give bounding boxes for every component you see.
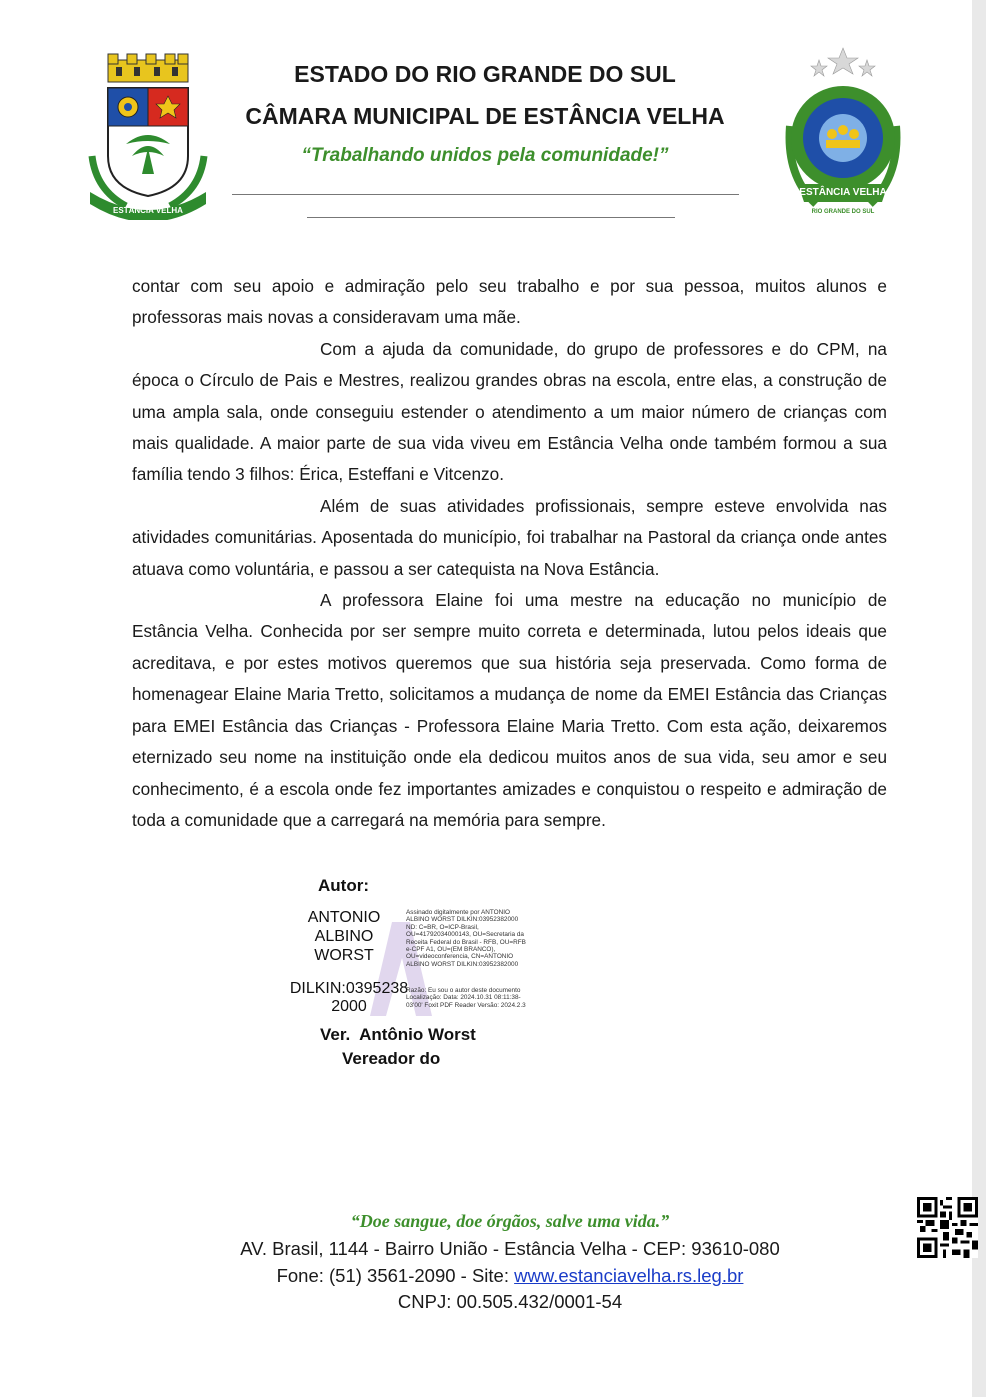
author-label: Autor: xyxy=(318,876,369,895)
signer-name-line2: ALBINO xyxy=(314,928,374,945)
paragraph-2: Com a ajuda da comunidade, do grupo de professores e do CPM, na época o Círculo de Pais e Mestres, realizou grandes obras na escola, entre elas, a construção de uma ampla sala, onde conseguiu estender o atendimento a um maior número de crianças com mais qualidade. A maior parte de sua vida viveu em Estância Velha onde também formou a sua família tendo 3 filhos: Érica, Esteffani e Vitcenzo. xyxy=(132,338,887,485)
chamber-emblem xyxy=(776,46,910,218)
municipal-crest-emblem xyxy=(86,52,210,220)
paragraph-1: contar com seu apoio e admiração pelo seu trabalho e por sua pessoa, muitos alunos e professoras mais novas a consideravam uma mãe. xyxy=(132,276,887,328)
signer-name xyxy=(300,908,388,965)
councilor-role: Vereador do xyxy=(342,1049,441,1068)
left-crest-label: ESTÂNCIA VELHA xyxy=(113,206,183,215)
signature-reason: Razão: Eu sou o autor deste documento Localização: Data: 2024.10.31 08:11:38-03'00' Foxit PDF Reader Versão: 2024.2.3 xyxy=(406,987,526,1009)
footer-address: AV. Brasil, 1144 - Bairro União - Estância Velha - CEP: 93610-080 xyxy=(240,1238,780,1259)
signer-name-line1: ANTONIO xyxy=(307,909,381,926)
website-link[interactable]: www.estanciavelha.rs.leg.br xyxy=(514,1265,744,1286)
signer-id-line1: DILKIN:0395238 xyxy=(289,980,409,997)
paragraph-3: Além de suas atividades profissionais, sempre esteve envolvida nas atividades comunitárias. Aposentada do município, foi trabalhar na Pastoral da criança onde antes atuava como voluntária, e passou a ser catequista na Nova Estância. xyxy=(132,495,887,579)
header-slogan: “Trabalhando unidos pela comunidade!” xyxy=(301,145,669,166)
document-body xyxy=(132,271,887,836)
state-title: ESTADO DO RIO GRANDE DO SUL xyxy=(294,61,676,87)
paragraph-4: A professora Elaine foi uma mestre na educação no município de Estância Velha. Conhecida por ser sempre muito correta e determinada, lutou pelos ideais que acreditava, e por estes motivos queremos que sua história seja preservada. Como forma de homenagear Elaine Maria Tretto, solicitamos a mudança de nome da EMEI Estância das Crianças para EMEI Estância das Crianças - Professora Elaine Maria Tretto. Com esta ação, deixaremos eternizado seu nome na instituição onde ela dedicou muitos anos de sua vida, seu amor e seu conhecimento, é a escola onde fez importantes amizades e conquistou o respeito e admiração de toda a comunidade que a carregará na memória para sempre. xyxy=(132,590,887,830)
qr-code-icon[interactable] xyxy=(917,1197,978,1258)
right-crest-sublabel: RIO GRANDE DO SUL xyxy=(811,209,875,215)
signature-details: Assinado digitalmente por ANTONIO ALBINO WORST DILKIN:03952382000 ND: C=BR, O=ICP-Brasil, OU=41792034000143, OU=Secretaria da Receita Federal do Brasil - RFB, OU=RFB e-CPF A1, OU=(EM BRANCO), OU=videoconferencia, CN=ANTONIO ALBINO WORST DILKIN:03952382000 xyxy=(406,909,526,968)
signer-name-line3: WORST xyxy=(314,947,374,964)
right-crest-label: ESTÂNCIA VELHA xyxy=(799,187,887,198)
footer-phone: Fone: (51) 3561-2090 - Site: xyxy=(276,1265,515,1286)
footer-contact xyxy=(180,1265,840,1287)
signer-id-line2: 2000 xyxy=(331,998,367,1015)
footer-cnpj: CNPJ: 00.505.432/0001-54 xyxy=(397,1291,623,1312)
signer-id xyxy=(284,980,414,1016)
chamber-title: CÂMARA MUNICIPAL DE ESTÂNCIA VELHA xyxy=(245,103,725,129)
councilor-name: Ver. Antônio Worst xyxy=(320,1025,476,1044)
page-edge xyxy=(972,0,986,1397)
footer-quote: “Doe sangue, doe órgãos, salve uma vida.” xyxy=(350,1211,670,1231)
header-divider-top xyxy=(232,194,739,195)
header-divider-bottom xyxy=(307,217,675,218)
